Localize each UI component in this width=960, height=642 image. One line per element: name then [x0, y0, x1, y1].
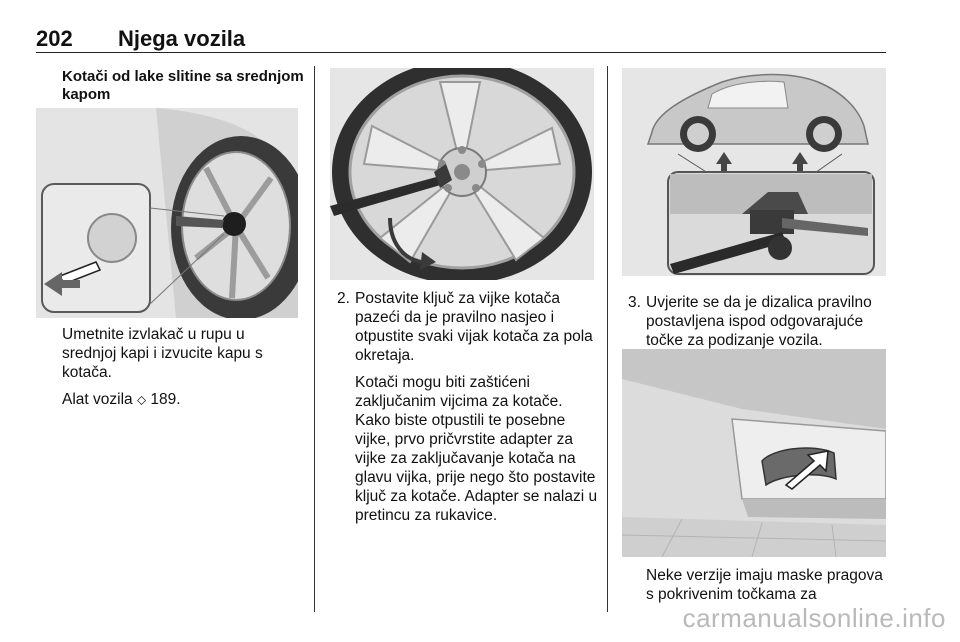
sill-cover-illustration: [622, 349, 886, 557]
page-ref-arrow-icon: ⬦: [136, 392, 147, 407]
step-text: Uvjerite se da je dizalica pravilno postavljena ispod odgovarajuće točke za podizanje vozila.: [646, 294, 872, 349]
locking-bolt-note: Kotači mogu biti zaštićeni zaključanim vijcima za kotače. Kako biste otpustili te posebne vijke, prvo pričvrstite adapter za vijke za zaključavanje kotača na glavu vijka, prije nego što postavite ključ za kotače. Adapter se nalazi u pretincu za rukavice.: [355, 374, 598, 524]
col3-text-top: [628, 293, 890, 350]
hubcap-illustration: [36, 108, 298, 318]
step-2: [337, 289, 599, 365]
tool-reference: [62, 390, 302, 409]
col1-text: [62, 325, 302, 409]
jack-placement-illustration: [622, 68, 886, 276]
figure-wheel-wrench: [330, 68, 594, 280]
column-separator-2: [607, 66, 608, 612]
watermark: carmanualsonline.info: [682, 603, 946, 633]
sill-cover-note: Neke verzije imaju maske pragova s pokrivenim točkama za: [646, 567, 883, 603]
step-number: 3.: [628, 294, 641, 311]
page-number: 202: [36, 26, 73, 51]
section-title: Njega vozila: [118, 26, 246, 51]
col3-text-bottom: [646, 566, 890, 604]
step-text: Postavite ključ za vijke kotača pazeći da je pravilno nasjeo i otpustite svaki vijak kotača za pola okretaja.: [355, 290, 593, 364]
step-3: [628, 293, 890, 350]
figure-sill-cover: [622, 349, 886, 557]
instruction-hubcap: Umetnite izvlakač u rupu u srednjoj kapi i izvucite kapu s kotača.: [62, 326, 263, 381]
figure-hubcap-removal: [36, 108, 298, 318]
reference-page[interactable]: 189.: [150, 391, 181, 408]
column-separator-1: [314, 66, 315, 612]
reference-label: Alat vozila: [62, 391, 133, 408]
step-number: 2.: [337, 290, 350, 307]
header-rule: [36, 52, 886, 53]
figure-jack-placement: [622, 68, 886, 276]
subsection-heading: Kotači od lake slitine sa srednjom kapom: [62, 68, 304, 103]
col2-text: [337, 289, 599, 525]
wheel-wrench-illustration: [330, 68, 594, 280]
